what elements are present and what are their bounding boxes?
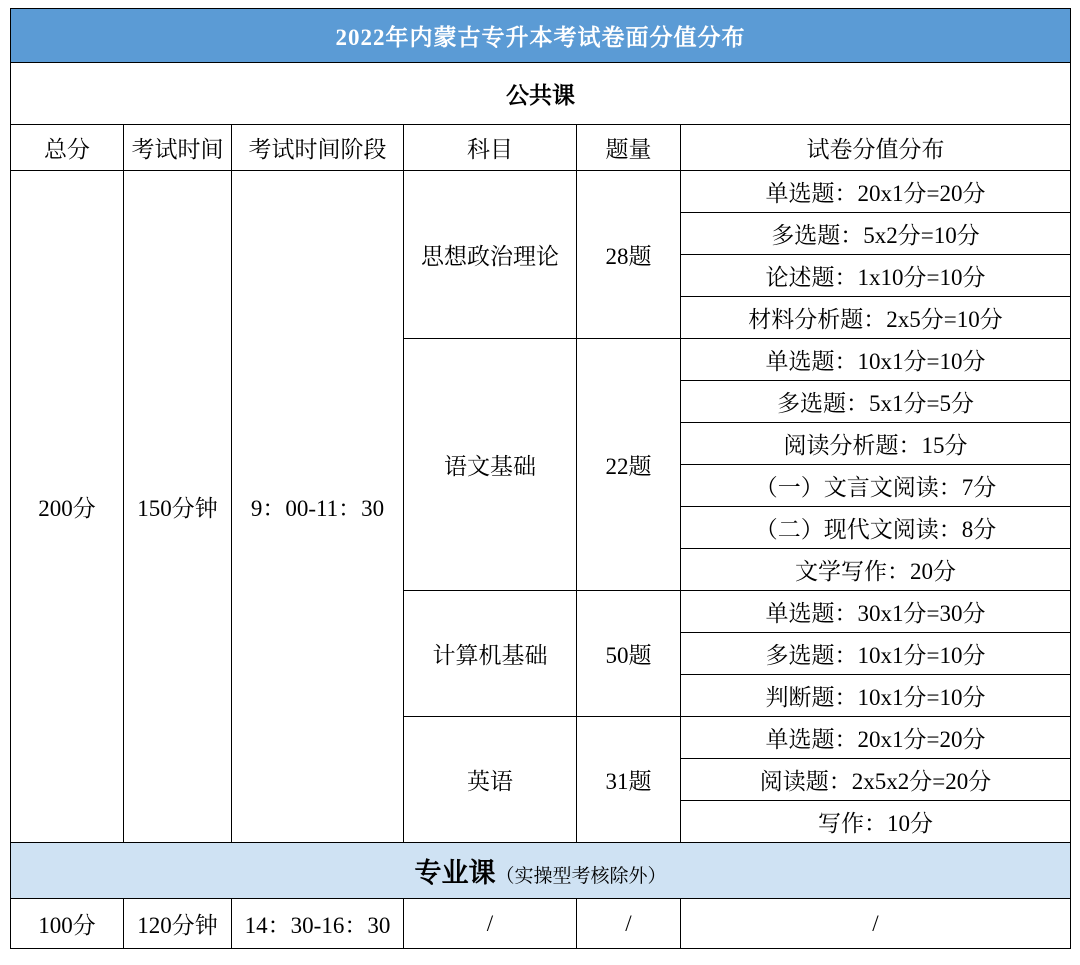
score-detail: 单选题：10x1分=10分 (681, 339, 1071, 381)
section-major-title: 专业课 (414, 858, 496, 888)
header-exam-duration: 考试时间 (124, 125, 232, 171)
subject-name: 英语 (404, 717, 577, 843)
public-exam-duration: 150分钟 (124, 171, 232, 843)
score-detail: 判断题：10x1分=10分 (681, 675, 1071, 717)
score-detail: 材料分析题：2x5分=10分 (681, 297, 1071, 339)
subject-question-count: 31题 (577, 717, 681, 843)
subject-question-count: 28题 (577, 171, 681, 339)
header-question-count: 题量 (577, 125, 681, 171)
score-detail: 多选题：10x1分=10分 (681, 633, 1071, 675)
score-distribution-table (10, 8, 1071, 949)
score-detail: 单选题：30x1分=30分 (681, 591, 1071, 633)
major-exam-time-range: 14：30-16：30 (232, 899, 404, 949)
header-subject: 科目 (404, 125, 577, 171)
table-title-row (11, 9, 1071, 63)
score-detail: 阅读题：2x5x2分=20分 (681, 759, 1071, 801)
score-detail: （二）现代文阅读：8分 (681, 507, 1071, 549)
score-detail: 论述题：1x10分=10分 (681, 255, 1071, 297)
column-header-row (11, 125, 1071, 171)
subject-name: 计算机基础 (404, 591, 577, 717)
score-distribution-sheet (10, 8, 1070, 949)
subject-name: 语文基础 (404, 339, 577, 591)
score-detail: 阅读分析题：15分 (681, 423, 1071, 465)
header-total-score: 总分 (11, 125, 124, 171)
major-subject: / (404, 899, 577, 949)
major-exam-duration: 120分钟 (124, 899, 232, 949)
subject-question-count: 22题 (577, 339, 681, 591)
major-total-score: 100分 (11, 899, 124, 949)
score-detail: 单选题：20x1分=20分 (681, 717, 1071, 759)
page-title: 2022年内蒙古专升本考试卷面分值分布 (11, 9, 1071, 63)
score-detail: 多选题：5x2分=10分 (681, 213, 1071, 255)
table-row (11, 171, 1071, 213)
subject-question-count: 50题 (577, 591, 681, 717)
major-score-distribution: / (681, 899, 1071, 949)
score-detail: 单选题：20x1分=20分 (681, 171, 1071, 213)
section-major-note: （实操型考核除外） (495, 866, 667, 887)
section-public-label: 公共课 (11, 63, 1071, 125)
score-detail: 文学写作：20分 (681, 549, 1071, 591)
header-score-distribution: 试卷分值分布 (681, 125, 1071, 171)
score-detail: 写作：10分 (681, 801, 1071, 843)
section-public-row (11, 63, 1071, 125)
subject-name: 思想政治理论 (404, 171, 577, 339)
section-major-row (11, 843, 1071, 899)
public-total-score: 200分 (11, 171, 124, 843)
header-exam-time-range: 考试时间阶段 (232, 125, 404, 171)
major-question-count: / (577, 899, 681, 949)
table-row (11, 899, 1071, 949)
score-detail: 多选题：5x1分=5分 (681, 381, 1071, 423)
score-detail: （一）文言文阅读：7分 (681, 465, 1071, 507)
public-exam-time-range: 9：00-11：30 (232, 171, 404, 843)
section-major-label (11, 843, 1071, 899)
